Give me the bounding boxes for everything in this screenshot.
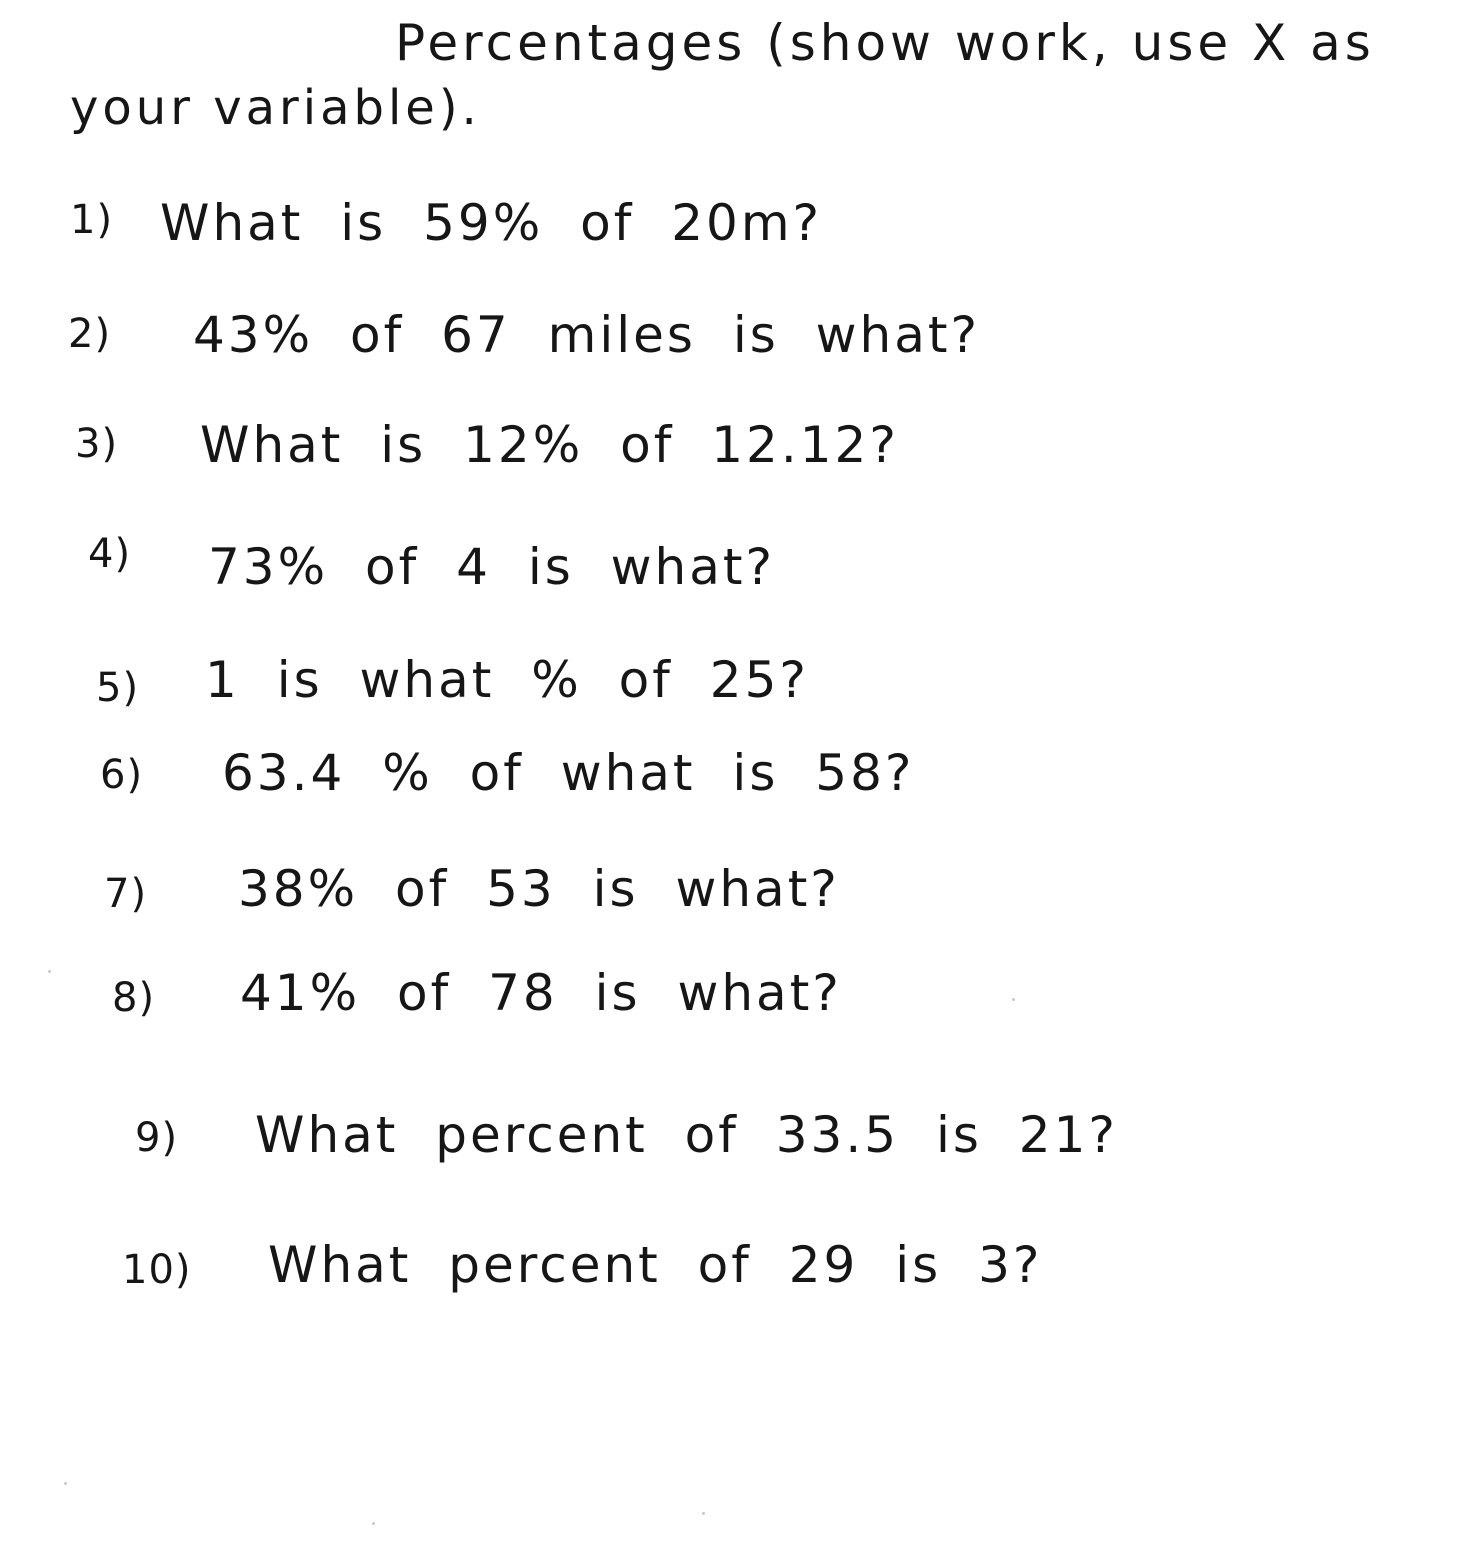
question-10-text: What percent of 29 is 3?: [268, 1236, 1043, 1294]
scan-speck: [1012, 998, 1015, 1001]
worksheet-title-line-1: Percentages (show work, use X as: [395, 14, 1375, 72]
question-7-number: 7): [104, 871, 148, 917]
question-8-number: 8): [112, 975, 156, 1021]
question-9-text: What percent of 33.5 is 21?: [255, 1106, 1118, 1164]
scan-speck: [48, 970, 51, 973]
question-2-text: 43% of 67 miles is what?: [193, 306, 981, 364]
question-1-text: What is 59% of 20m?: [160, 194, 823, 252]
question-3-number: 3): [75, 421, 119, 467]
scan-speck: [64, 1482, 67, 1485]
question-10-number: 10): [122, 1247, 192, 1293]
question-4-number: 4): [88, 531, 132, 577]
question-1-number: 1): [70, 197, 114, 243]
question-9-number: 9): [135, 1115, 179, 1161]
question-3-text: What is 12% of 12.12?: [200, 416, 899, 474]
question-8-text: 41% of 78 is what?: [240, 964, 842, 1022]
question-7-text: 38% of 53 is what?: [238, 860, 840, 918]
question-5-number: 5): [96, 665, 140, 711]
question-5-text: 1 is what % of 25?: [205, 651, 809, 709]
worksheet-title-line-2: your variable).: [70, 80, 481, 136]
question-4-text: 73% of 4 is what?: [208, 538, 776, 596]
scan-speck: [702, 1512, 705, 1515]
question-2-number: 2): [68, 311, 112, 357]
scan-speck: [372, 1522, 375, 1525]
question-6-text: 63.4 % of what is 58?: [222, 744, 915, 802]
question-6-number: 6): [100, 752, 144, 798]
